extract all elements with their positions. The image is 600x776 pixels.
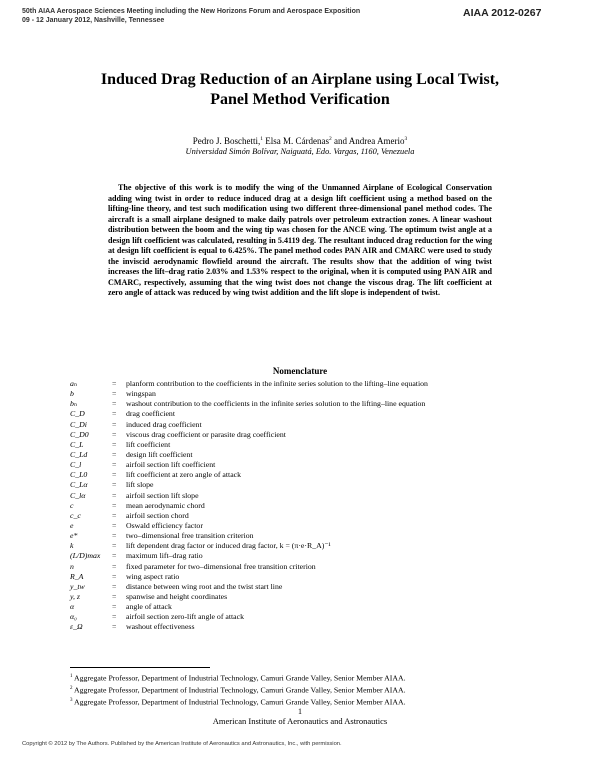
nomenclature-equals: = (112, 591, 117, 601)
page-number: 1 (298, 707, 302, 716)
nomenclature-row (70, 491, 550, 501)
conference-header (22, 8, 360, 25)
nomenclature-row (70, 470, 550, 480)
nomenclature-definition: lift coefficient at zero angle of attack (126, 470, 242, 480)
author-1-footnote-mark: 1 (260, 136, 264, 142)
nomenclature-definition: distance between wing root and the twist start line (126, 581, 283, 591)
nomenclature-definition: lift dependent drag factor or induced drag factor, k = (π·e·R_A)⁻¹ (126, 541, 331, 551)
nomenclature-equals: = (112, 520, 117, 530)
author-2: Elsa M. Cárdenas (263, 136, 329, 146)
nomenclature-heading: Nomenclature (272, 366, 328, 376)
nomenclature-symbol: c_c (70, 510, 81, 520)
nomenclature-definition: viscous drag coefficient or parasite drag coefficient (126, 429, 286, 439)
nomenclature-equals: = (112, 490, 117, 500)
nomenclature-row (70, 389, 550, 399)
nomenclature-equals: = (112, 389, 117, 399)
footnote-divider (70, 667, 210, 668)
nomenclature-row (70, 582, 550, 592)
nomenclature-symbol: C_D (70, 409, 85, 419)
nomenclature-definition: drag coefficient (126, 409, 175, 419)
paper-id: AIAA 2012-0267 (463, 7, 542, 19)
nomenclature-symbol: c (70, 500, 74, 510)
nomenclature-symbol: C_D0 (70, 429, 89, 439)
paper-title (60, 70, 540, 110)
author-1: Pedro J. Boschetti, (192, 136, 261, 146)
nomenclature-list (70, 379, 550, 633)
nomenclature-definition: lift coefficient (126, 439, 171, 449)
nomenclature-symbol: C_l (70, 460, 82, 470)
abstract: The objective of this work is to modify the wing of the Unmanned Airplane of Ecological Conservation adding wing twist in order to reduce induced drag at a design lift coefficient using a method based on the lifting-line theory, and test such modification using two different three-dimensional panel method codes. The aircraft is a small airplane designed to make daily patrols over petroleum extraction zones. A linear washout distribution between the boom and the wing tip was chosen for the ANCE wing. The optimum twist angle at a design lift coefficient was calculated, resulting in 5.4119 deg. The resultant induced drag reduction for the wing at design lift coefficient is equal to 6.425%. The panel method codes PAN AIR and CMARC were used to study the inviscid aerodynamic flowfield around the aircraft. The results show that the addition of wing twist increases the lift–drag ratio 2.03% and 1.53% respect to the original, when it is computed using PAN AIR and CMARC, respectively, assuming that the wing twist does not change the viscous drag. The lift coefficient at zero angle of attack was reduced by wing twist addition and the lift slope is independent of twist. (108, 183, 492, 297)
nomenclature-definition: airfoil section chord (126, 510, 189, 520)
nomenclature-equals: = (112, 602, 117, 612)
nomenclature-definition: lift slope (126, 480, 154, 490)
footnote (70, 672, 540, 684)
nomenclature-equals: = (112, 531, 117, 541)
nomenclature-row (70, 501, 550, 511)
nomenclature-definition: wingspan (126, 389, 156, 399)
nomenclature-row (70, 440, 550, 450)
nomenclature-symbol: y_tw (70, 581, 85, 591)
nomenclature-equals: = (112, 571, 117, 581)
footnote-mark: 2 (70, 686, 73, 692)
nomenclature-symbol: aₙ (70, 379, 78, 388)
title-line-1: Induced Drag Reduction of an Airplane using Local Twist, (100, 71, 500, 88)
affiliation: Universidad Simón Bolívar, Naiguatá, Edo. Vargas, 1160, Venezuela (185, 147, 415, 156)
nomenclature-symbol: C_lα (70, 490, 86, 500)
nomenclature-equals: = (112, 429, 117, 439)
nomenclature-row (70, 572, 550, 582)
nomenclature-row (70, 480, 550, 490)
nomenclature-equals: = (112, 460, 117, 470)
footnote-mark: 3 (70, 698, 73, 704)
author-3-footnote-mark: 3 (404, 136, 408, 142)
nomenclature-equals: = (112, 449, 117, 459)
nomenclature-symbol: C_Ld (70, 449, 88, 459)
nomenclature-equals: = (112, 409, 117, 419)
nomenclature-symbol: b (70, 389, 74, 399)
nomenclature-row (70, 602, 550, 612)
nomenclature-symbol: C_L (70, 439, 84, 449)
nomenclature-symbol: C_Lα (70, 480, 88, 490)
nomenclature-equals: = (112, 561, 117, 571)
footnote-mark: 1 (70, 674, 73, 679)
footnotes (70, 672, 540, 709)
nomenclature-symbol: α (70, 602, 75, 612)
nomenclature-symbol: e* (70, 531, 78, 541)
nomenclature-row (70, 409, 550, 419)
nomenclature-row (70, 430, 550, 440)
nomenclature-equals: = (112, 541, 117, 551)
nomenclature-row (70, 592, 550, 602)
nomenclature-row (70, 562, 550, 572)
nomenclature-symbol: bₙ (70, 399, 78, 409)
nomenclature-definition: planform contribution to the coefficients in the infinite series solution to the lifting–line equation (126, 379, 428, 388)
nomenclature-equals: = (112, 480, 117, 490)
footnote-text: Aggregate Professor, Department of Industrial Technology, Camuri Grande Valley, Senior Member AIAA. (74, 697, 406, 707)
nomenclature-symbol: n (70, 561, 74, 571)
nomenclature-definition: spanwise and height coordinates (126, 591, 228, 601)
nomenclature-row (70, 622, 550, 632)
footnote-text: Aggregate Professor, Department of Industrial Technology, Camuri Grande Valley, Senior Member AIAA. (74, 673, 406, 683)
nomenclature-symbol: C_Di (70, 419, 87, 429)
nomenclature-row (70, 511, 550, 521)
author-3: and Andrea Amerio (331, 136, 405, 146)
nomenclature-symbol: (L/D)max (70, 551, 101, 561)
nomenclature-symbol: C_L0 (70, 470, 88, 480)
conference-date-location: 09 - 12 January 2012, Nashville, Tennessee (22, 16, 165, 24)
nomenclature-equals: = (112, 622, 117, 632)
nomenclature-symbol: ε_Ω (70, 622, 83, 632)
conference-name: 50th AIAA Aerospace Sciences Meeting including the New Horizons Forum and Aerospace Exposition (22, 8, 361, 15)
nomenclature-row (70, 420, 550, 430)
nomenclature-equals: = (112, 500, 117, 510)
nomenclature-equals: = (112, 581, 117, 591)
publisher-footer: American Institute of Aeronautics and Astronautics (212, 716, 388, 726)
nomenclature-equals: = (112, 399, 117, 409)
nomenclature-row (70, 541, 550, 551)
nomenclature-definition: induced drag coefficient (126, 419, 202, 429)
nomenclature-equals: = (112, 510, 117, 520)
nomenclature-definition: fixed parameter for two–dimensional free transition criterion (126, 561, 316, 571)
nomenclature-symbol: α₀ (70, 612, 77, 622)
nomenclature-symbol: R_A (70, 571, 84, 581)
nomenclature-equals: = (112, 612, 117, 622)
footnote-text: Aggregate Professor, Department of Industrial Technology, Camuri Grande Valley, Senior Member AIAA. (74, 685, 406, 695)
nomenclature-symbol: k (70, 541, 74, 551)
nomenclature-symbol: y, z (70, 591, 80, 601)
nomenclature-definition: airfoil section lift slope (126, 490, 199, 500)
nomenclature-definition: mean aerodynamic chord (126, 500, 205, 510)
nomenclature-definition: maximum lift–drag ratio (126, 551, 203, 561)
nomenclature-equals: = (112, 439, 117, 449)
nomenclature-definition: design lift coefficient (126, 449, 193, 459)
nomenclature-equals: = (112, 379, 117, 388)
nomenclature-row (70, 450, 550, 460)
nomenclature-equals: = (112, 419, 117, 429)
nomenclature-definition: two–dimensional free transition criterion (126, 531, 254, 541)
nomenclature-symbol: e (70, 520, 74, 530)
nomenclature-row (70, 521, 550, 531)
nomenclature-definition: airfoil section lift coefficient (126, 460, 216, 470)
nomenclature-definition: wing aspect ratio (126, 571, 180, 581)
nomenclature-row (70, 460, 550, 470)
copyright-notice: Copyright © 2012 by The Authors. Published by the American Institute of Aeronautics and Astronautics, Inc., with permission. (22, 741, 342, 747)
nomenclature-definition: washout contribution to the coefficients in the infinite series solution to the lifting–line equation (126, 399, 426, 409)
nomenclature-equals: = (112, 470, 117, 480)
author-2-footnote-mark: 2 (329, 136, 332, 142)
nomenclature-row (70, 399, 550, 409)
nomenclature-row (70, 531, 550, 541)
nomenclature-row (70, 379, 550, 389)
title-line-2: Panel Method Verification (210, 91, 390, 108)
nomenclature-row (70, 612, 550, 622)
nomenclature-definition: airfoil section zero-lift angle of attack (126, 612, 244, 622)
nomenclature-equals: = (112, 551, 117, 561)
nomenclature-definition: angle of attack (126, 602, 172, 612)
nomenclature-definition: Oswald efficiency factor (126, 520, 203, 530)
nomenclature-row (70, 551, 550, 561)
nomenclature-definition: washout effectiveness (126, 622, 195, 632)
footnote (70, 684, 540, 696)
